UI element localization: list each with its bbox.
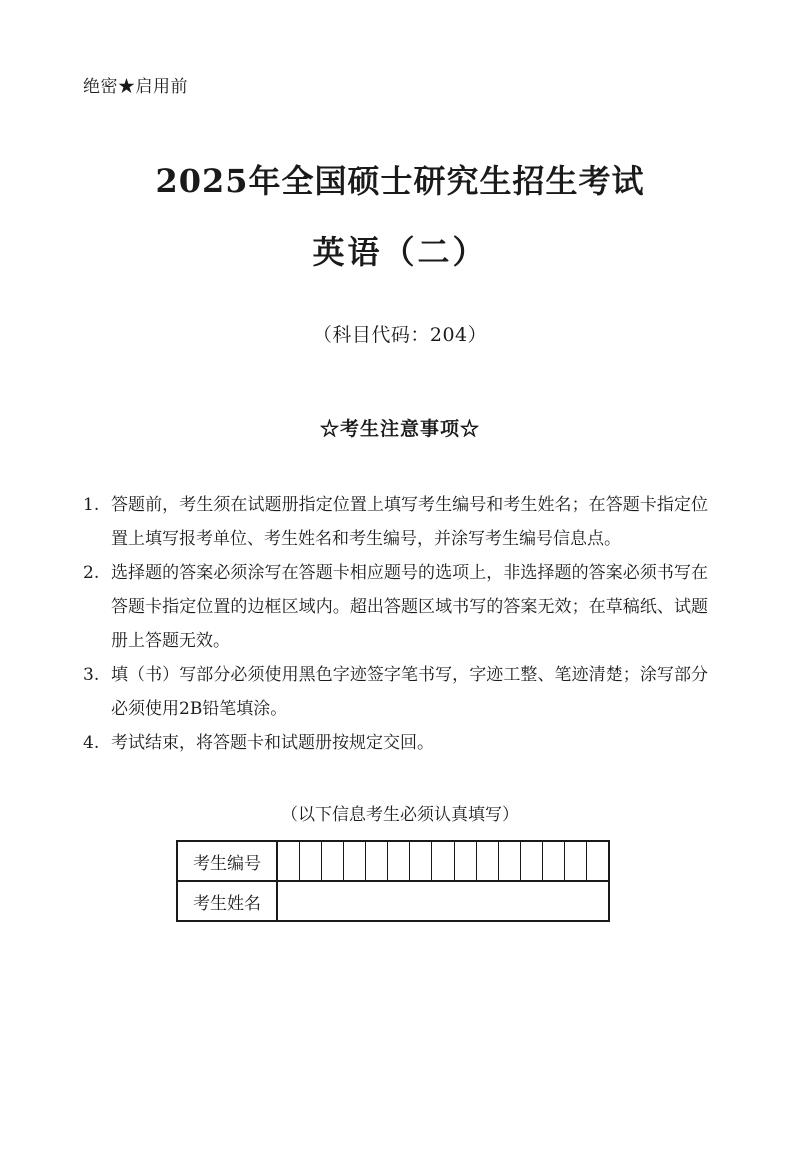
notice-number: 3.	[83, 665, 100, 685]
candidate-id-digit-box[interactable]	[586, 842, 608, 880]
candidate-id-boxes[interactable]	[278, 842, 608, 880]
candidate-id-digit-box[interactable]	[409, 842, 431, 880]
subject-code: （科目代码：204）	[312, 324, 488, 346]
candidate-name-field[interactable]	[277, 881, 609, 921]
notice-text: 答题前，考生须在试题册指定位置上填写考生编号和考生姓名；在答题卡指定位置上填写报考单位、考生姓名和考生编号，并涂写考生编号信息点。	[111, 495, 708, 549]
notice-item	[83, 658, 708, 726]
notice-text: 选择题的答案必须涂写在答题卡相应题号的选项上，非选择题的答案必须书写在答题卡指定位置的边框区域内。超出答题区域书写的答案无效；在草稿纸、试题册上答题无效。	[111, 563, 708, 651]
candidate-id-digit-box[interactable]	[542, 842, 564, 880]
candidate-id-digit-box[interactable]	[321, 842, 343, 880]
confidential-mark: 绝密★启用前	[83, 77, 188, 97]
subject-title: 英语（二）	[312, 233, 488, 271]
candidate-id-digit-box[interactable]	[454, 842, 476, 880]
candidate-id-digit-box[interactable]	[498, 842, 520, 880]
exam-title: 2025年全国硕士研究生招生考试	[155, 162, 645, 200]
candidate-id-digit-box[interactable]	[343, 842, 365, 880]
candidate-id-digit-box[interactable]	[387, 842, 409, 880]
candidate-id-digit-box[interactable]	[520, 842, 542, 880]
notice-item	[83, 556, 708, 658]
candidate-id-label: 考生编号	[177, 841, 277, 881]
notice-item	[83, 488, 708, 556]
candidate-id-digit-box[interactable]	[431, 842, 453, 880]
info-note: （以下信息考生必须认真填写）	[281, 805, 519, 825]
notice-list	[83, 488, 708, 760]
notice-number: 1.	[83, 495, 100, 515]
candidate-id-digit-box[interactable]	[278, 842, 299, 880]
notice-number: 4.	[83, 733, 100, 753]
candidate-name-label: 考生姓名	[177, 881, 277, 921]
notice-heading: ☆考生注意事项☆	[319, 418, 480, 440]
notice-text: 考试结束，将答题卡和试题册按规定交回。	[111, 733, 434, 753]
candidate-id-digit-box[interactable]	[476, 842, 498, 880]
notice-item	[83, 726, 708, 760]
candidate-id-digit-box[interactable]	[299, 842, 321, 880]
candidate-info-table	[176, 840, 610, 922]
notice-text: 填（书）写部分必须使用黑色字迹签字笔书写，字迹工整、笔迹清楚；涂写部分必须使用2B铅笔填涂。	[111, 665, 708, 719]
notice-number: 2.	[83, 563, 100, 583]
candidate-id-field[interactable]	[277, 841, 609, 881]
candidate-id-row	[177, 841, 609, 881]
candidate-id-digit-box[interactable]	[564, 842, 586, 880]
candidate-id-digit-box[interactable]	[365, 842, 387, 880]
candidate-name-row	[177, 881, 609, 921]
